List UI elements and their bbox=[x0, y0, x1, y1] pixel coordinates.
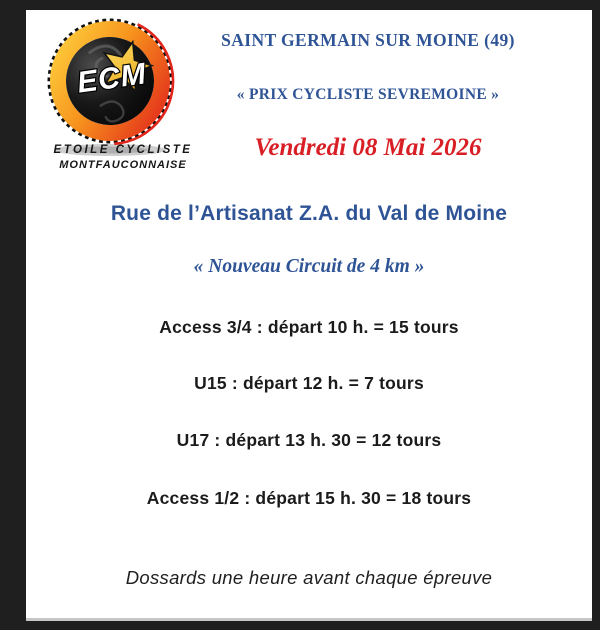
schedule-line-u15: U15 : départ 12 h. = 7 tours bbox=[194, 373, 424, 393]
club-name-line1: ETOILE CYCLISTE bbox=[53, 144, 193, 156]
event-date: Vendredi 08 Mai 2026 bbox=[254, 134, 482, 161]
logo-acronym: ECM bbox=[75, 57, 149, 100]
circuit-info: « Nouveau Circuit de 4 km » bbox=[193, 256, 425, 277]
schedule-line-access12: Access 1/2 : départ 15 h. 30 = 18 tours bbox=[146, 488, 472, 508]
event-city-title: SAINT GERMAIN SUR MOINE (49) bbox=[221, 30, 515, 50]
club-name-line2: MONTFAUCONNAISE bbox=[59, 159, 187, 171]
event-name-subtitle: « PRIX CYCLISTE SEVREMOINE » bbox=[236, 86, 500, 103]
schedule-line-u17: U17 : départ 13 h. 30 = 12 tours bbox=[176, 430, 442, 450]
schedule-line-access34: Access 3/4 : départ 10 h. = 15 tours bbox=[159, 317, 459, 337]
event-address: Rue de l’Artisanat Z.A. du Val de Moine bbox=[110, 202, 508, 225]
bib-pickup-note: Dossards une heure avant chaque épreuve bbox=[125, 567, 493, 588]
flyer-page bbox=[26, 10, 592, 621]
